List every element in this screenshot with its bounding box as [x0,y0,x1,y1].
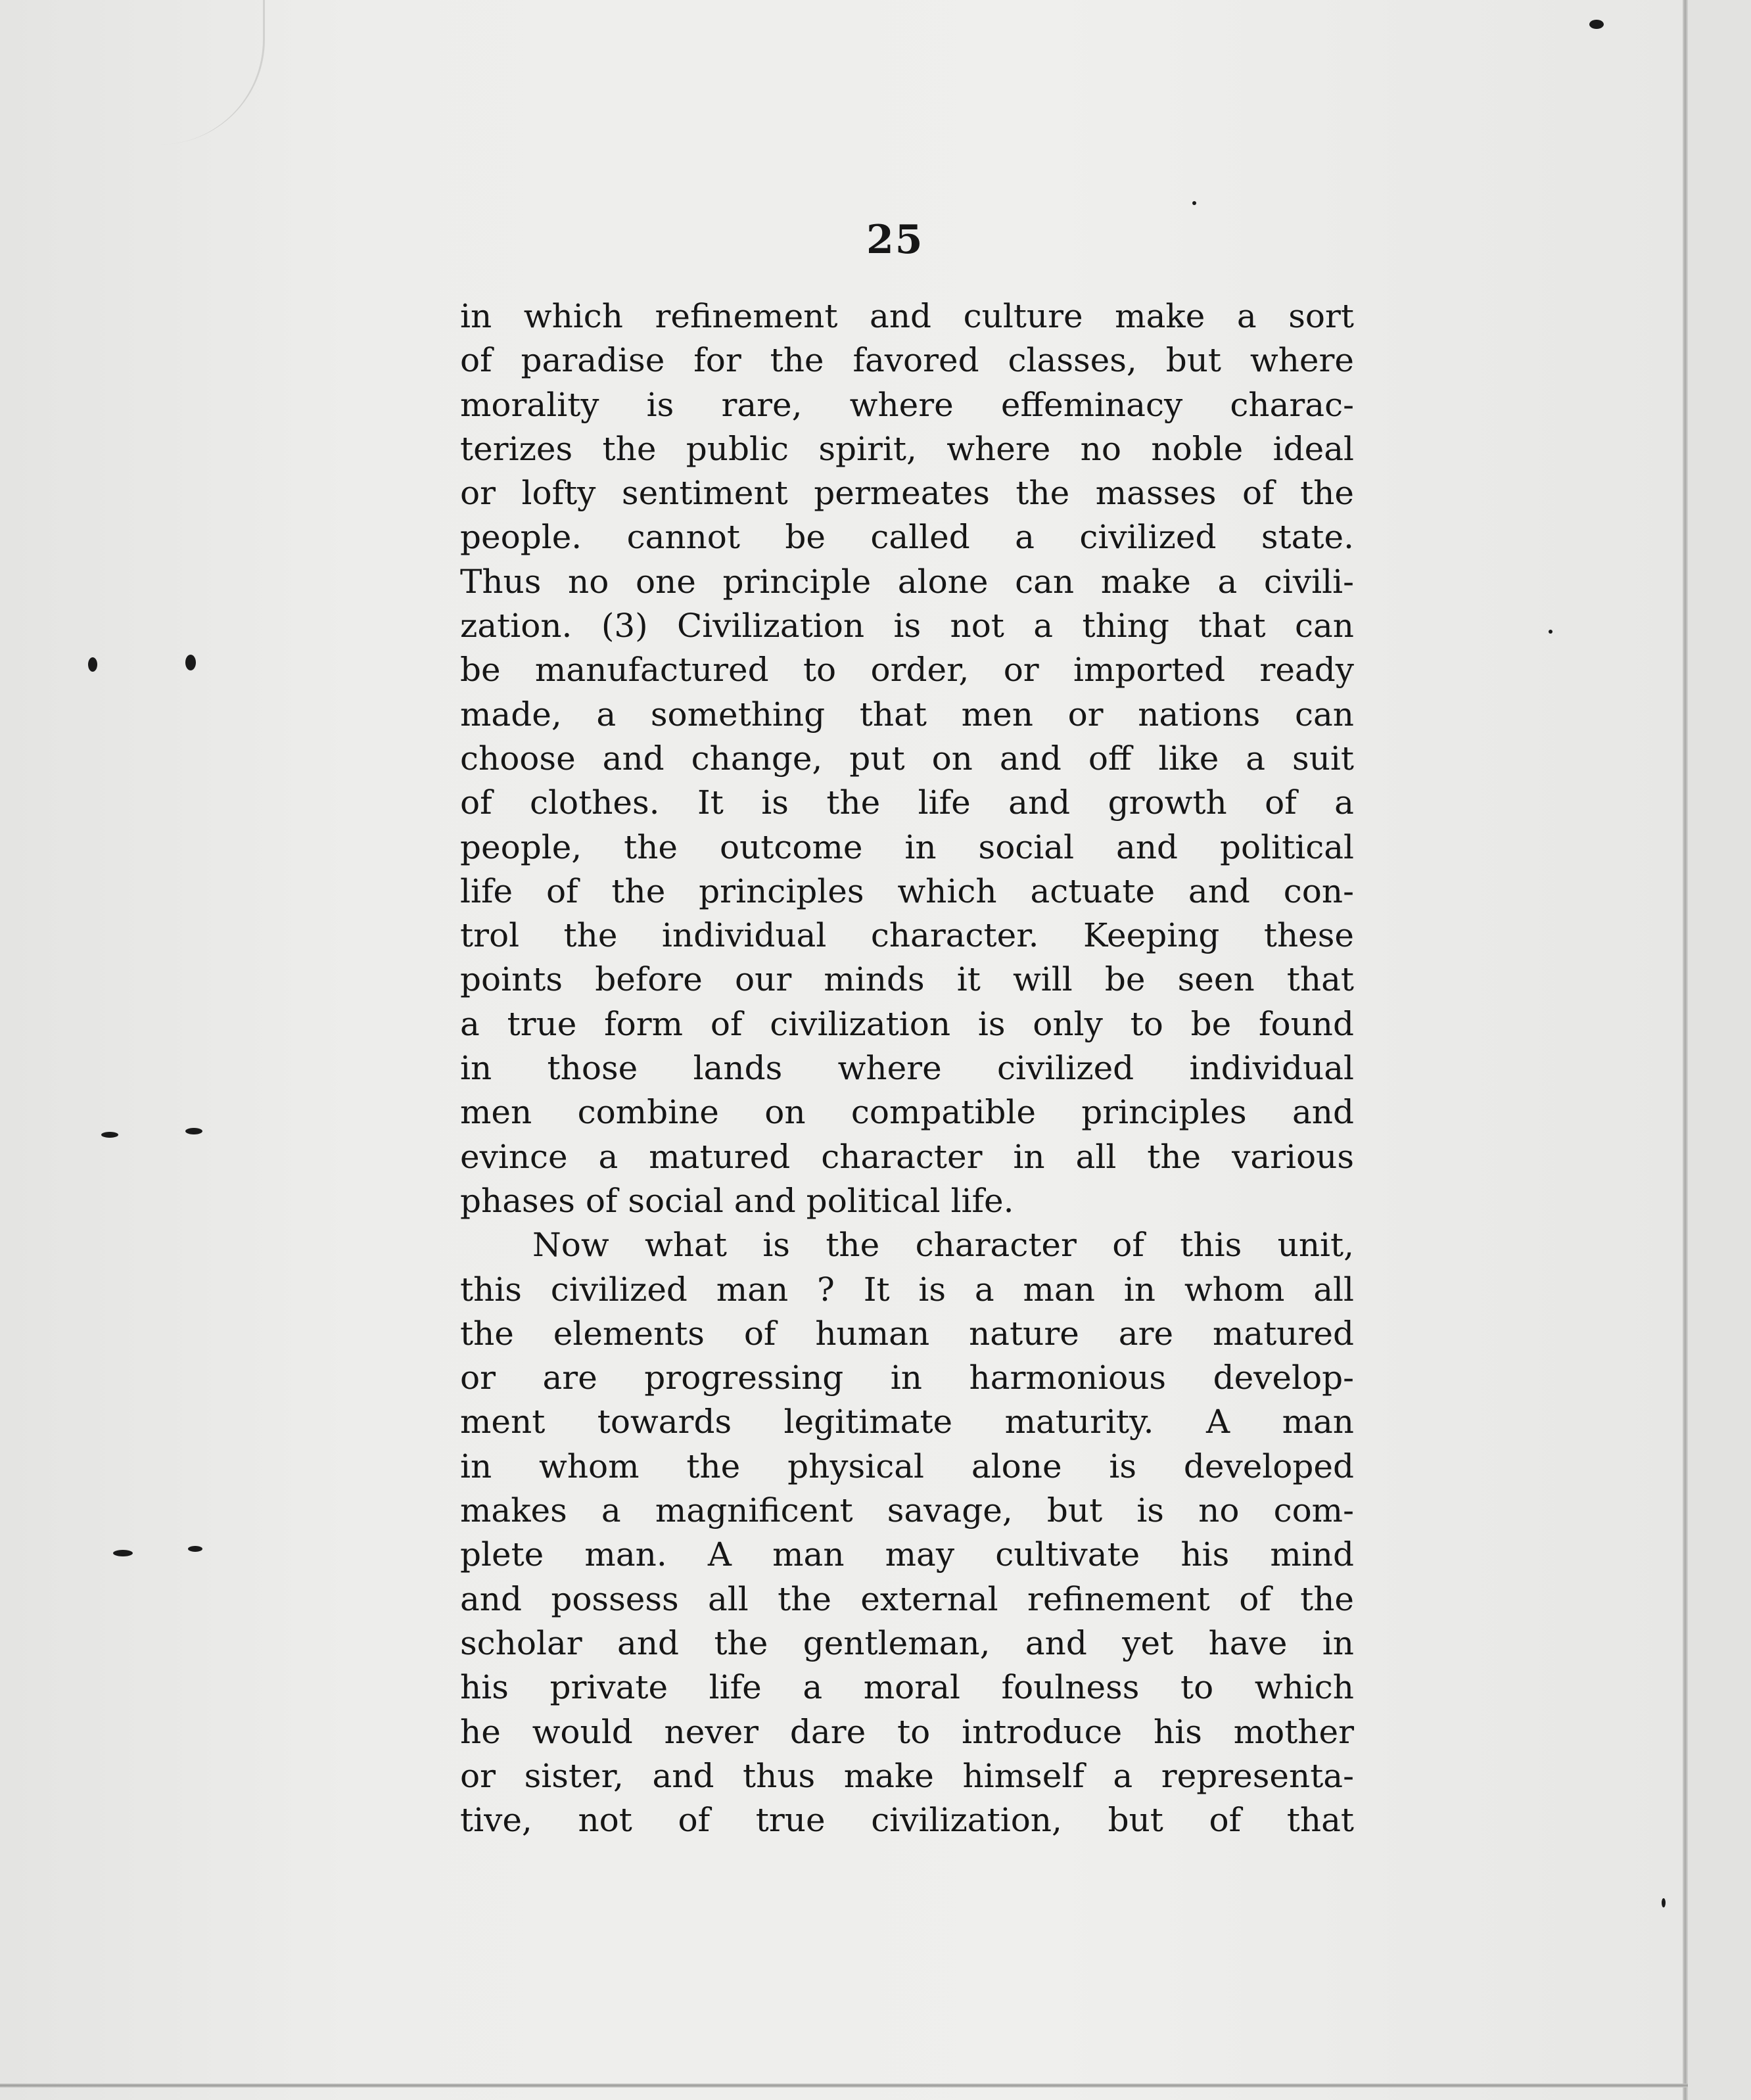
text-line: ment towards legitimate maturity. A man [460,1403,1354,1441]
text-line: he would never dare to introduce his mother [460,1712,1354,1751]
text-line: or are progressing in harmonious develop- [460,1359,1354,1397]
speck [185,1128,202,1134]
text-line: Now what is the character of this unit, [532,1226,1354,1265]
text-line: people, the outcome in social and political [460,828,1354,866]
text-line: tive, not of true civilization, but of that [460,1801,1354,1840]
text-line: points before our minds it will be seen that [460,960,1354,999]
text-line: in whom the physical alone is developed [460,1447,1354,1485]
text-line: and possess all the external refinement of the [460,1579,1354,1618]
page-number: 25 [866,217,924,263]
speck [88,657,97,672]
text-line: this civilized man ? It is a man in whom all [460,1270,1354,1309]
text-line: evince a matured character in all the various [460,1137,1354,1176]
page-fold-mark [158,0,265,145]
text-line: phases of social and political life. [460,1181,1014,1220]
speck [188,1546,202,1552]
text-line: a true form of civilization is only to be found [460,1004,1354,1043]
text-line: or lofty sentiment permeates the masses of the [460,474,1354,513]
text-line: plete man. A man may cultivate his mind [460,1535,1354,1574]
speck [113,1550,133,1556]
speck [1589,20,1604,29]
text-line: trol the individual character. Keeping these [460,916,1354,955]
text-line: in those lands where civilized individual [460,1049,1354,1088]
text-line: terizes the public spirit, where no noble ideal [460,429,1354,468]
text-line: makes a magnificent savage, but is no com- [460,1491,1354,1530]
text-line: zation. (3) Civilization is not a thing that can [460,607,1354,645]
text-line: of clothes. It is the life and growth of a [460,783,1354,822]
speck [1549,630,1553,634]
speck [185,655,196,670]
page-margin-shade [1688,0,1751,2100]
text-line: his private life a moral foulness to which [460,1668,1354,1707]
text-line: life of the principles which actuate and con- [460,872,1354,910]
text-line: made, a something that men or nations can [460,695,1354,734]
text-line: Thus no one principle alone can make a civili- [460,562,1354,601]
text-line: men combine on compatible principles and [460,1093,1354,1132]
text-line: or sister, and thus make himself a representa- [460,1756,1354,1795]
text-line: choose and change, put on and off like a suit [460,739,1354,778]
body-text [460,294,1354,1842]
text-line: scholar and the gentleman, and yet have in [460,1623,1354,1662]
page-bottom-edge [0,2084,1688,2088]
text-line: of paradise for the favored classes, but where [460,341,1354,380]
page-right-edge [1683,0,1688,2100]
text-line: people. cannot be called a civilized state. [460,518,1354,557]
text-line: the elements of human nature are matured [460,1314,1354,1353]
text-line: morality is rare, where effeminacy charac- [460,385,1354,424]
text-line: be manufactured to order, or imported ready [460,651,1354,689]
speck [1192,201,1196,205]
text-line: in which refinement and culture make a sort [460,297,1354,335]
speck [1662,1898,1666,1907]
speck [101,1132,118,1138]
